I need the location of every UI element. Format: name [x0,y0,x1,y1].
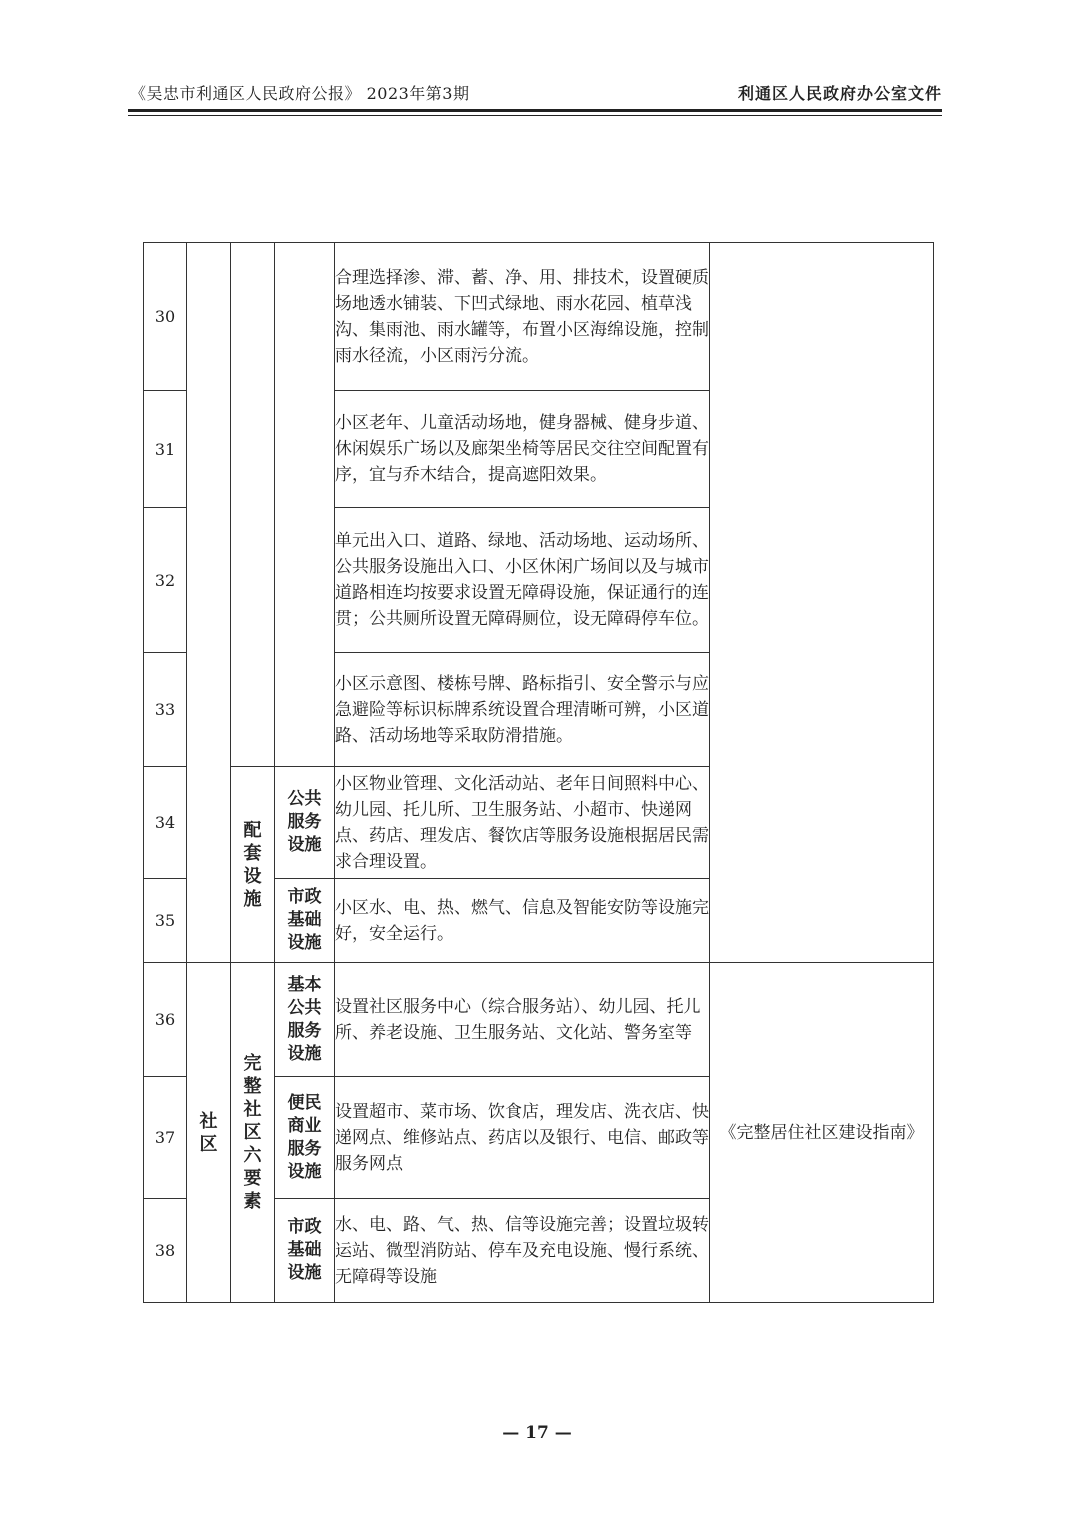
group-label-six-elements: 完整社区六要素 [231,963,275,1303]
header-rule-thin [128,115,942,116]
reference-cell-empty [710,243,934,963]
row-number: 32 [144,508,187,653]
row-number: 33 [144,653,187,767]
row-content: 设置社区服务中心（综合服务站）、幼儿园、托儿所、养老设施、卫生服务站、文化站、警务室等 [335,963,710,1077]
page-header [128,78,942,108]
row-content: 小区示意图、楼栋号牌、路标指引、安全警示与应急避险等标识标牌系统设置合理清晰可辨，小区道路、活动场地等采取防滑措施。 [335,653,710,767]
subcat-label: 便民商业服务设施 [275,1077,335,1199]
subcat-cell-empty [275,243,335,767]
page-number: — 17 — [502,1423,572,1443]
subcat-label: 基本公共服务设施 [275,963,335,1077]
row-number: 34 [144,767,187,879]
header-rule-thick [128,109,942,112]
row-number: 37 [144,1077,187,1199]
row-content: 水、电、路、气、热、信等设施完善；设置垃圾转运站、微型消防站、停车及充电设施、慢行系统、无障碍等设施 [335,1199,710,1303]
row-content: 小区老年、儿童活动场地，健身器械、健身步道、休闲娱乐广场以及廊架坐椅等居民交往空间配置有序，宜与乔木结合，提高遮阳效果。 [335,391,710,508]
row-content: 小区水、电、热、燃气、信息及智能安防等设施完好，安全运行。 [335,879,710,963]
subcat-label: 公共服务设施 [275,767,335,879]
category-label-community: 社区 [187,963,231,1303]
header-publication: 《吴忠市利通区人民政府公报》 2023年第3期 [130,84,470,103]
standards-table [143,242,934,1303]
row-content: 合理选择渗、滞、蓄、净、用、排技术，设置硬质场地透水铺装、下凹式绿地、雨水花园、植草浅沟、集雨池、雨水罐等，布置小区海绵设施，控制雨水径流，小区雨污分流。 [335,243,710,391]
group-label-peitao: 配套设施 [231,767,275,963]
row-content: 设置超市、菜市场、饮食店，理发店、洗衣店、快递网点、维修站点、药店以及银行、电信、邮政等服务网点 [335,1077,710,1199]
row-number: 38 [144,1199,187,1303]
group-cell-empty [231,243,275,767]
row-number: 31 [144,391,187,508]
header-office: 利通区人民政府办公室文件 [737,84,942,103]
category-cell-empty [187,243,231,963]
row-number: 35 [144,879,187,963]
subcat-label: 市政基础设施 [275,1199,335,1303]
row-number: 30 [144,243,187,391]
table-row [144,243,934,391]
table-row [144,963,934,1077]
subcat-label: 市政基础设施 [275,879,335,963]
row-content: 小区物业管理、文化活动站、老年日间照料中心、幼儿园、托儿所、卫生服务站、小超市、快递网点、药店、理发店、餐饮店等服务设施根据居民需求合理设置。 [335,767,710,879]
row-content: 单元出入口、道路、绿地、活动场地、运动场所、公共服务设施出入口、小区休闲广场间以及与城市道路相连均按要求设置无障碍设施，保证通行的连贯；公共厕所设置无障碍厕位，设无障碍停车位。 [335,508,710,653]
reference-document: 《完整居住社区建设指南》 [710,963,934,1303]
row-number: 36 [144,963,187,1077]
